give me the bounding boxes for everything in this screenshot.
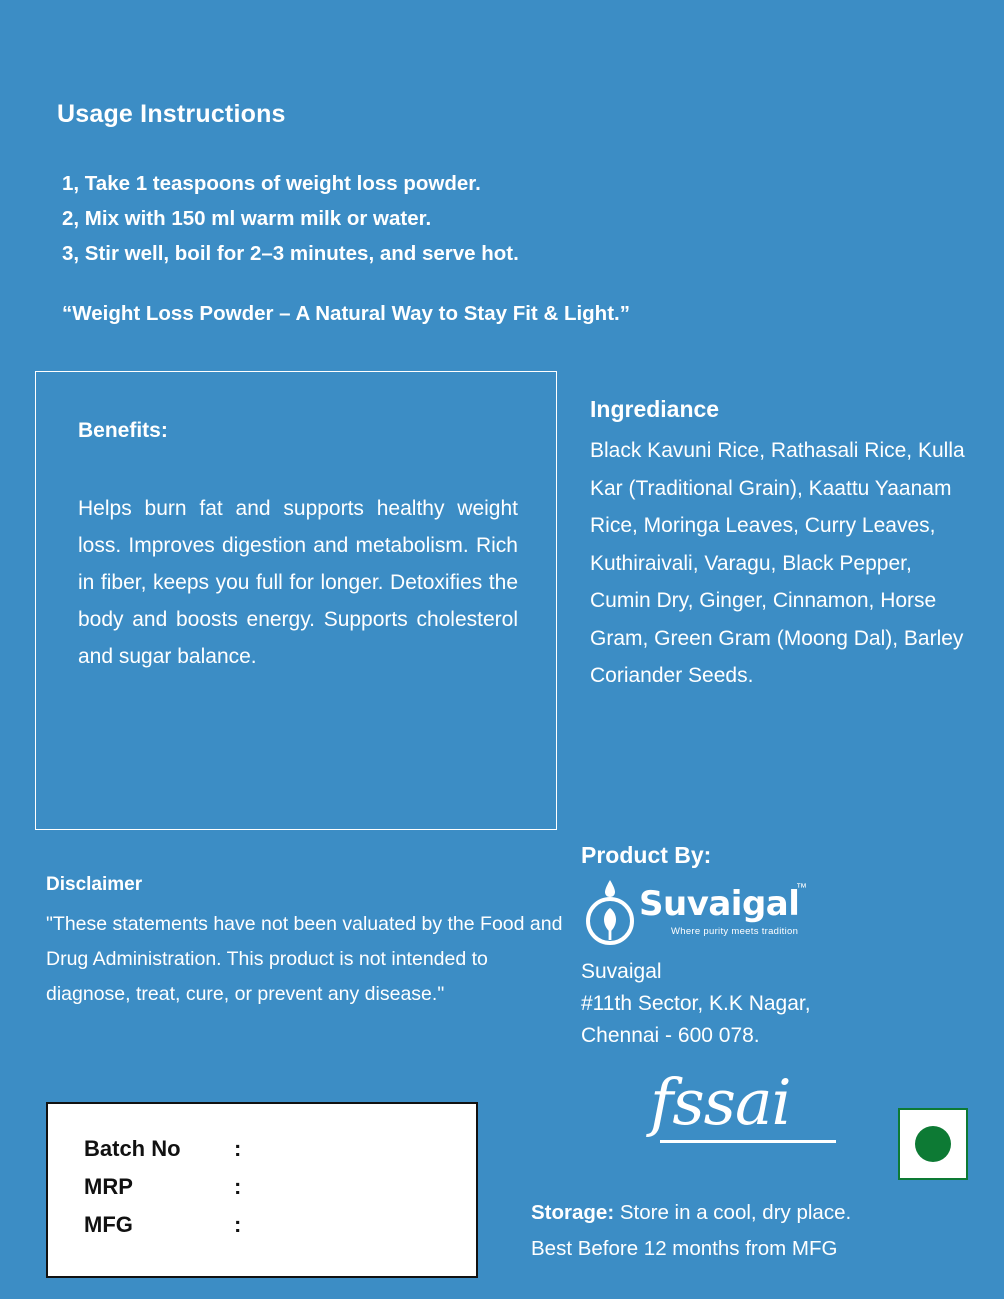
mrp-colon: : — [234, 1174, 242, 1199]
usage-step: 3, Stir well, boil for 2–3 minutes, and serve hot. — [62, 242, 519, 265]
usage-step: 2, Mix with 150 ml warm milk or water. — [62, 207, 432, 230]
benefits-text: Helps burn fat and supports healthy weight loss. Improves digestion and metabolism. Rich in fiber, keeps you full for longer. Detoxifies the body and boosts energy. Supports cholesterol and sugar balance. — [78, 497, 518, 668]
mrp-label: MRP — [84, 1174, 133, 1199]
storage-line-1 — [531, 1195, 1001, 1231]
address-line-1: #11th Sector, K.K Nagar, — [581, 992, 811, 1015]
mfg-row — [84, 1212, 254, 1238]
disclaimer-text: "These statements have not been valuated by the Food and Drug Administration. This product is not intended to diagnose, treat, cure, or prevent any disease." — [46, 913, 563, 1005]
product-tagline: “Weight Loss Powder – A Natural Way to Stay Fit & Light.” — [62, 302, 630, 325]
fssai-text: fssai — [650, 1066, 791, 1139]
brand-name: Suvaigal — [639, 884, 800, 924]
usage-instructions-title: Usage Instructions — [57, 100, 286, 128]
trademark-icon: ™ — [796, 882, 807, 894]
vegetarian-mark-icon — [898, 1108, 968, 1180]
brand-tagline: Where purity meets tradition — [671, 926, 799, 937]
fssai-logo — [650, 1068, 850, 1158]
batch-details-box — [46, 1102, 478, 1278]
company-name: Suvaigal — [581, 960, 662, 983]
suvaigal-logo — [581, 878, 811, 948]
storage-line-2: Best Before 12 months from MFG — [531, 1237, 838, 1260]
usage-instructions-list — [62, 166, 519, 271]
address-line-2: Chennai - 600 078. — [581, 1024, 760, 1047]
mfg-colon: : — [234, 1212, 242, 1237]
storage-text: Store in a cool, dry place. — [614, 1201, 852, 1224]
batch-no-colon: : — [234, 1136, 242, 1161]
usage-step: 1, Take 1 teaspoons of weight loss powder. — [62, 172, 481, 195]
ingredients-title: Ingrediance — [590, 396, 720, 422]
ingredients-text: Black Kavuni Rice, Rathasali Rice, Kulla Kar (Traditional Grain), Kaattu Yaanam Rice, Moringa Leaves, Curry Leaves, Kuthiraivali, Varagu, Black Pepper, Cumin Dry, Ginger, Cinnamon, Horse Gram, Green Gram (Moong Dal), Barley Coriander Seeds. — [590, 439, 965, 687]
mfg-label: MFG — [84, 1212, 133, 1237]
benefits-title: Benefits: — [78, 419, 168, 442]
storage-label: Storage: — [531, 1201, 615, 1224]
batch-no-label: Batch No — [84, 1136, 181, 1161]
storage-info — [531, 1195, 1001, 1267]
company-address — [581, 956, 811, 1052]
veg-green-dot-icon — [915, 1126, 951, 1162]
leaf-drop-logo-icon — [581, 878, 639, 946]
batch-no-row — [84, 1136, 254, 1162]
mrp-row — [84, 1174, 254, 1200]
product-by-title: Product By: — [581, 842, 712, 868]
disclaimer-title: Disclaimer — [46, 874, 143, 895]
fssai-underline — [660, 1140, 836, 1143]
benefits-box — [35, 371, 557, 830]
